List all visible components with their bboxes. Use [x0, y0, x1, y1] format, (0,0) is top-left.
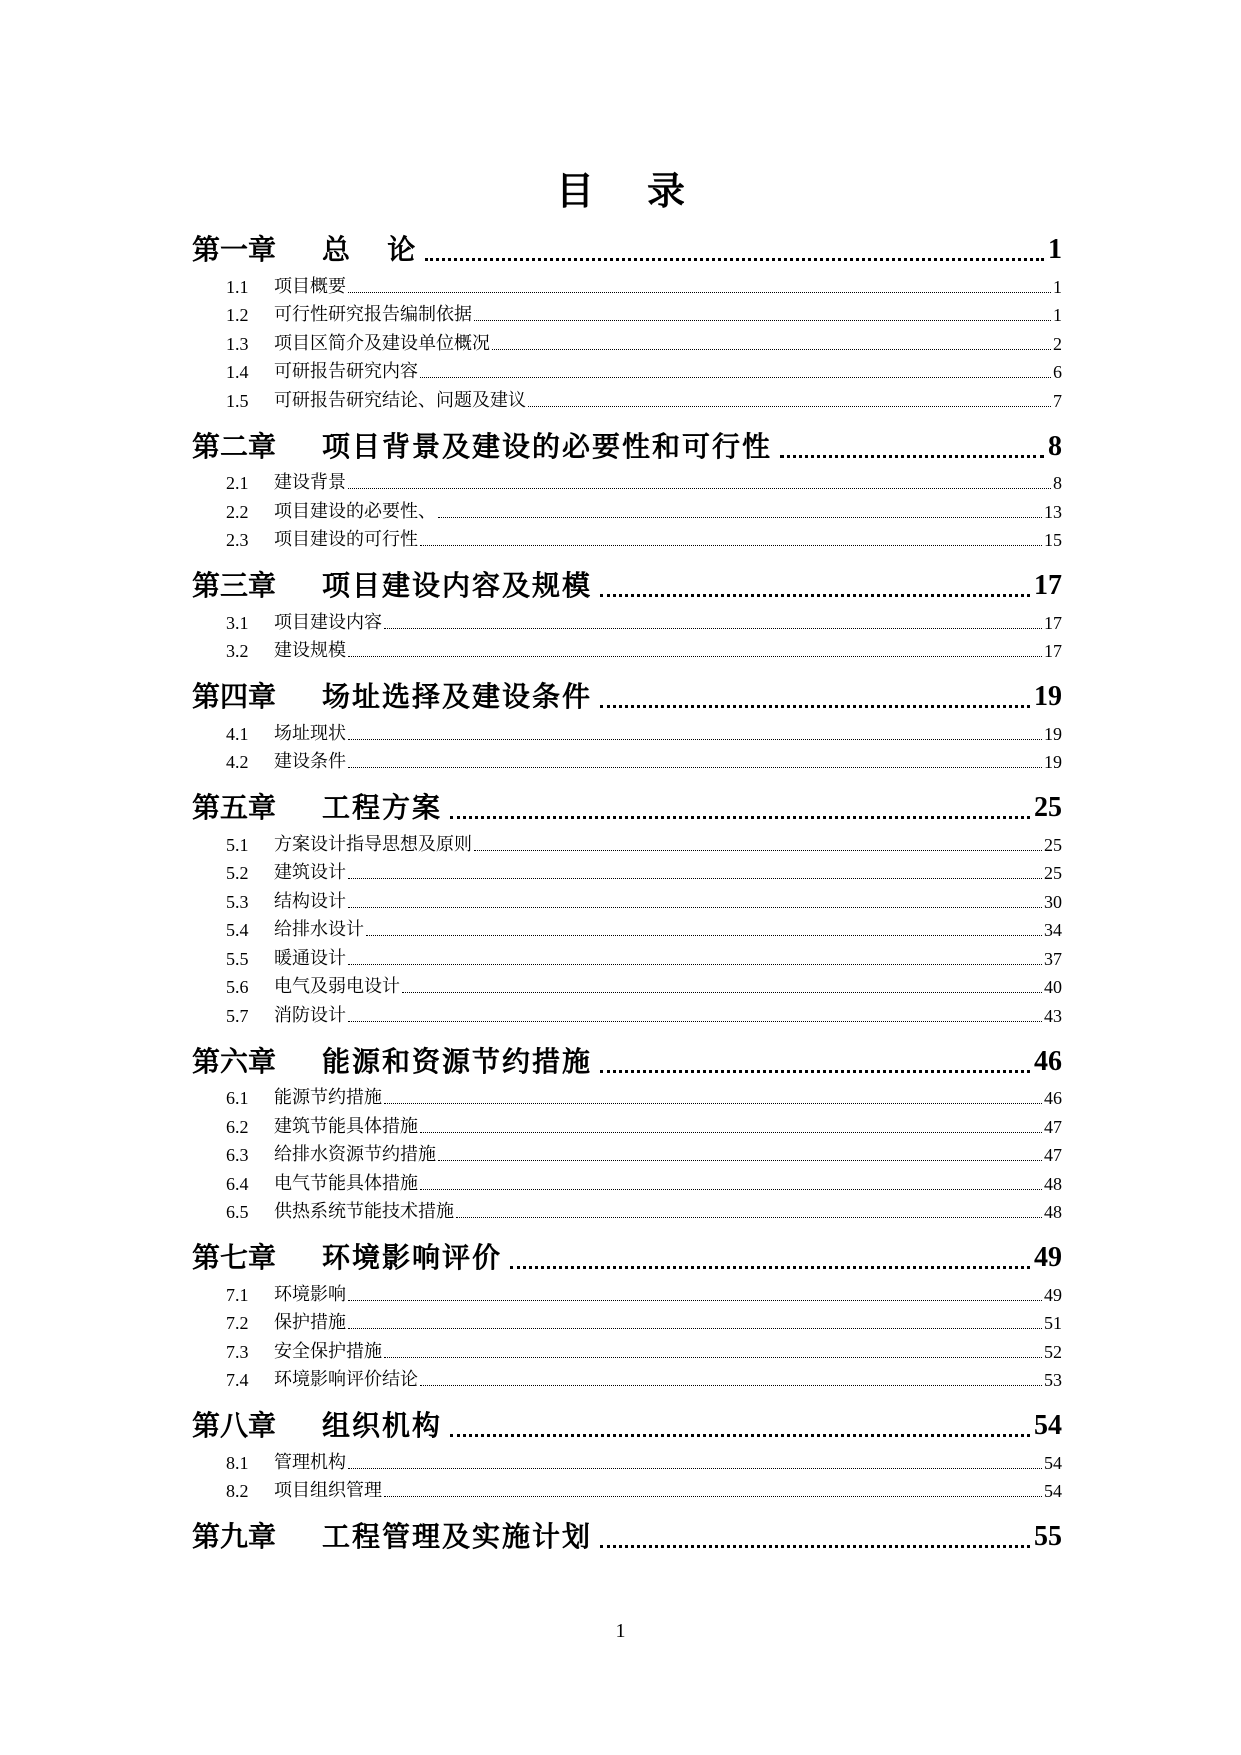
toc-chapter-entry[interactable] — [192, 788, 1062, 828]
section-page: 2 — [1053, 333, 1062, 354]
chapter-number: 第四章 — [192, 680, 277, 713]
chapter-title: 项目背景及建设的必要性和可行性 — [322, 429, 773, 463]
toc-section-entry[interactable] — [192, 1335, 1062, 1364]
toc-section-entry[interactable] — [192, 1110, 1062, 1139]
section-title: 能源节约措施 — [274, 1087, 382, 1108]
section-title: 管理机构 — [274, 1451, 346, 1473]
section-page: 49 — [1044, 1284, 1062, 1305]
dot-leader — [474, 320, 1051, 321]
section-number: 8.2 — [226, 1481, 249, 1501]
section-number: 1.4 — [226, 362, 249, 382]
chapter-title: 工程方案 — [322, 791, 443, 824]
dot-leader — [780, 455, 1044, 458]
dot-leader — [528, 406, 1051, 407]
section-title: 结构设计 — [274, 890, 346, 912]
section-page: 47 — [1044, 1145, 1062, 1165]
chapter-page: 8 — [1048, 430, 1062, 462]
section-title: 电气及弱电设计 — [274, 976, 400, 997]
toc-section-entry[interactable] — [192, 384, 1062, 413]
table-of-contents — [192, 230, 1062, 1557]
section-page: 48 — [1044, 1202, 1062, 1222]
section-number: 5.5 — [226, 948, 249, 969]
section-page: 25 — [1044, 834, 1062, 855]
section-title: 项目组织管理 — [274, 1480, 382, 1501]
section-number: 6.2 — [226, 1116, 249, 1137]
section-page: 17 — [1044, 612, 1062, 633]
dot-leader — [420, 545, 1042, 546]
chapter-title: 项目建设内容及规模 — [322, 569, 593, 602]
section-page: 8 — [1053, 473, 1062, 493]
toc-section-entry[interactable] — [192, 914, 1062, 943]
section-page: 30 — [1044, 891, 1062, 912]
section-title: 供热系统节能技术措施 — [274, 1201, 454, 1222]
section-number: 8.1 — [226, 1452, 249, 1473]
chapter-number: 第三章 — [192, 569, 277, 602]
section-title: 项目概要 — [274, 275, 346, 297]
toc-section-entry[interactable] — [192, 717, 1062, 746]
section-page: 15 — [1044, 530, 1062, 550]
section-title: 项目建设的必要性、 — [274, 500, 436, 522]
section-page: 48 — [1044, 1173, 1062, 1194]
section-number: 5.7 — [226, 1005, 249, 1026]
chapter-page: 19 — [1034, 681, 1062, 712]
dot-leader — [425, 258, 1044, 261]
toc-section-entry[interactable] — [192, 270, 1062, 299]
dot-leader — [456, 1217, 1042, 1218]
dot-leader — [348, 767, 1042, 768]
toc-section-entry[interactable] — [192, 524, 1062, 553]
section-title: 建筑节能具体措施 — [274, 1115, 418, 1137]
dot-leader — [420, 377, 1051, 378]
dot-leader — [474, 850, 1042, 851]
section-number: 2.3 — [226, 530, 249, 550]
section-title: 电气节能具体措施 — [274, 1172, 418, 1194]
section-number: 5.1 — [226, 834, 249, 855]
section-title: 消防设计 — [274, 1004, 346, 1026]
chapter-number: 第五章 — [192, 791, 277, 824]
section-number: 2.2 — [226, 501, 249, 522]
section-page: 19 — [1044, 723, 1062, 744]
dot-leader — [600, 705, 1030, 708]
dot-leader — [348, 292, 1051, 293]
section-page: 51 — [1044, 1313, 1062, 1333]
section-page: 7 — [1053, 390, 1062, 411]
dot-leader — [420, 1385, 1042, 1386]
section-number: 3.1 — [226, 612, 249, 633]
toc-section-entry[interactable] — [192, 356, 1062, 385]
dot-leader — [384, 1357, 1042, 1358]
chapter-title: 场址选择及建设条件 — [322, 680, 593, 713]
dot-leader — [366, 935, 1042, 936]
chapter-page: 25 — [1034, 792, 1062, 823]
section-page: 37 — [1044, 948, 1062, 969]
dot-leader — [600, 1070, 1030, 1073]
section-number: 2.1 — [226, 473, 249, 493]
dot-leader — [348, 907, 1042, 908]
toc-section-entry[interactable] — [192, 828, 1062, 857]
toc-chapter-entry[interactable] — [192, 427, 1062, 467]
dot-leader — [348, 1468, 1042, 1469]
toc-chapter-entry[interactable] — [192, 1517, 1062, 1557]
section-title: 环境影响评价结论 — [274, 1369, 418, 1390]
dot-leader — [600, 1545, 1030, 1548]
dot-leader — [450, 1434, 1030, 1437]
toc-section-entry[interactable] — [192, 1139, 1062, 1168]
dot-leader — [348, 739, 1042, 740]
section-title: 项目建设内容 — [274, 611, 382, 633]
section-page: 40 — [1044, 977, 1062, 997]
section-title: 可研报告研究内容 — [274, 361, 418, 382]
section-title: 给排水资源节约措施 — [274, 1144, 436, 1165]
section-page: 52 — [1044, 1341, 1062, 1362]
section-title: 项目区简介及建设单位概况 — [274, 332, 490, 354]
section-title: 建筑设计 — [274, 862, 346, 883]
section-page: 43 — [1044, 1005, 1062, 1026]
section-page: 19 — [1044, 752, 1062, 772]
chapter-title: 能源和资源节约措施 — [322, 1044, 593, 1078]
chapter-page: 49 — [1034, 1242, 1062, 1273]
section-number: 1.1 — [226, 276, 249, 297]
toc-heading: 目 录 — [556, 168, 685, 213]
section-title: 建设规模 — [274, 640, 346, 661]
chapter-title: 工程管理及实施计划 — [322, 1520, 593, 1553]
section-title: 可研报告研究结论、问题及建议 — [274, 389, 526, 411]
toc-section-entry[interactable] — [192, 1475, 1062, 1504]
chapter-title: 环境影响评价 — [322, 1241, 503, 1274]
section-title: 建设条件 — [274, 751, 346, 772]
dot-leader — [384, 1103, 1042, 1104]
section-page: 13 — [1044, 501, 1062, 522]
section-page: 46 — [1044, 1088, 1062, 1108]
section-page: 1 — [1053, 305, 1062, 325]
toc-chapter-entry[interactable] — [192, 1042, 1062, 1082]
toc-section-entry[interactable] — [192, 606, 1062, 635]
toc-section-entry[interactable] — [192, 999, 1062, 1028]
dot-leader — [384, 628, 1042, 629]
section-number: 6.5 — [226, 1202, 249, 1222]
section-title: 给排水设计 — [274, 919, 364, 940]
section-number: 5.2 — [226, 863, 249, 883]
section-page: 34 — [1044, 920, 1062, 940]
chapter-title: 组织机构 — [322, 1409, 443, 1442]
section-number: 6.3 — [226, 1145, 249, 1165]
dot-leader — [348, 964, 1042, 965]
section-number: 7.4 — [226, 1370, 249, 1390]
section-number: 5.6 — [226, 977, 249, 997]
toc-section-entry[interactable] — [192, 299, 1062, 328]
section-number: 4.1 — [226, 723, 249, 744]
section-number: 6.1 — [226, 1088, 249, 1108]
section-page: 53 — [1044, 1370, 1062, 1390]
toc-section-entry[interactable] — [192, 635, 1062, 664]
chapter-page: 1 — [1048, 234, 1062, 265]
toc-chapter-entry[interactable] — [192, 677, 1062, 717]
dot-leader — [438, 517, 1042, 518]
section-title: 建设背景 — [274, 472, 346, 493]
dot-leader — [384, 1496, 1042, 1497]
section-number: 6.4 — [226, 1173, 249, 1194]
chapter-page: 17 — [1034, 570, 1062, 601]
section-number: 1.3 — [226, 333, 249, 354]
section-number: 7.3 — [226, 1341, 249, 1362]
section-title: 可行性研究报告编制依据 — [274, 304, 472, 325]
section-page: 6 — [1053, 362, 1062, 382]
dot-leader — [348, 656, 1042, 657]
toc-chapter-entry[interactable] — [192, 1406, 1062, 1446]
section-page: 54 — [1044, 1452, 1062, 1473]
dot-leader — [492, 349, 1051, 350]
toc-section-entry[interactable] — [192, 1307, 1062, 1336]
dot-leader — [348, 1300, 1042, 1301]
section-page: 1 — [1053, 276, 1062, 297]
section-number: 7.2 — [226, 1313, 249, 1333]
section-title: 项目建设的可行性 — [274, 529, 418, 550]
page-title — [0, 166, 1241, 216]
dot-leader — [348, 1328, 1042, 1329]
section-title: 暖通设计 — [274, 947, 346, 969]
chapter-number: 第六章 — [192, 1044, 277, 1078]
chapter-number: 第一章 — [192, 233, 277, 266]
dot-leader — [420, 1132, 1042, 1133]
dot-leader — [438, 1160, 1042, 1161]
toc-chapter-entry[interactable] — [192, 1238, 1062, 1278]
chapter-number: 第二章 — [192, 429, 277, 463]
toc-section-entry[interactable] — [192, 857, 1062, 886]
section-page: 54 — [1044, 1481, 1062, 1501]
chapter-page: 46 — [1034, 1045, 1062, 1077]
toc-section-entry[interactable] — [192, 885, 1062, 914]
toc-section-entry[interactable] — [192, 1196, 1062, 1225]
chapter-number: 第七章 — [192, 1241, 277, 1274]
section-number: 7.1 — [226, 1284, 249, 1305]
toc-section-entry[interactable] — [192, 1278, 1062, 1307]
dot-leader — [450, 816, 1030, 819]
section-number: 4.2 — [226, 752, 249, 772]
section-title: 保护措施 — [274, 1312, 346, 1333]
dot-leader — [420, 1189, 1042, 1190]
dot-leader — [348, 1021, 1042, 1022]
toc-section-entry[interactable] — [192, 1364, 1062, 1393]
chapter-page: 55 — [1034, 1521, 1062, 1552]
section-page: 25 — [1044, 863, 1062, 883]
toc-section-entry[interactable] — [192, 1167, 1062, 1196]
dot-leader — [348, 488, 1051, 489]
toc-section-entry[interactable] — [192, 746, 1062, 775]
section-number: 5.4 — [226, 920, 249, 940]
section-page: 17 — [1044, 641, 1062, 661]
toc-chapter-entry[interactable] — [192, 566, 1062, 606]
toc-section-entry[interactable] — [192, 327, 1062, 356]
section-title: 环境影响 — [274, 1283, 346, 1305]
chapter-page: 54 — [1034, 1410, 1062, 1441]
dot-leader — [348, 878, 1042, 879]
chapter-title: 总 论 — [322, 233, 418, 266]
section-number: 1.5 — [226, 390, 249, 411]
section-title: 场址现状 — [274, 722, 346, 744]
dot-leader — [600, 594, 1030, 597]
section-number: 3.2 — [226, 641, 249, 661]
dot-leader — [510, 1266, 1030, 1269]
toc-section-entry[interactable] — [192, 467, 1062, 496]
section-title: 安全保护措施 — [274, 1340, 382, 1362]
page-number: 1 — [615, 1620, 626, 1642]
chapter-number: 第八章 — [192, 1409, 277, 1442]
dot-leader — [402, 992, 1042, 993]
toc-section-entry[interactable] — [192, 495, 1062, 524]
section-number: 5.3 — [226, 891, 249, 912]
section-title: 方案设计指导思想及原则 — [274, 833, 472, 855]
toc-section-entry[interactable] — [192, 942, 1062, 971]
toc-section-entry[interactable] — [192, 1082, 1062, 1111]
section-page: 47 — [1044, 1116, 1062, 1137]
toc-chapter-entry[interactable] — [192, 230, 1062, 270]
toc-section-entry[interactable] — [192, 971, 1062, 1000]
chapter-number: 第九章 — [192, 1520, 277, 1553]
section-number: 1.2 — [226, 305, 249, 325]
toc-section-entry[interactable] — [192, 1446, 1062, 1475]
